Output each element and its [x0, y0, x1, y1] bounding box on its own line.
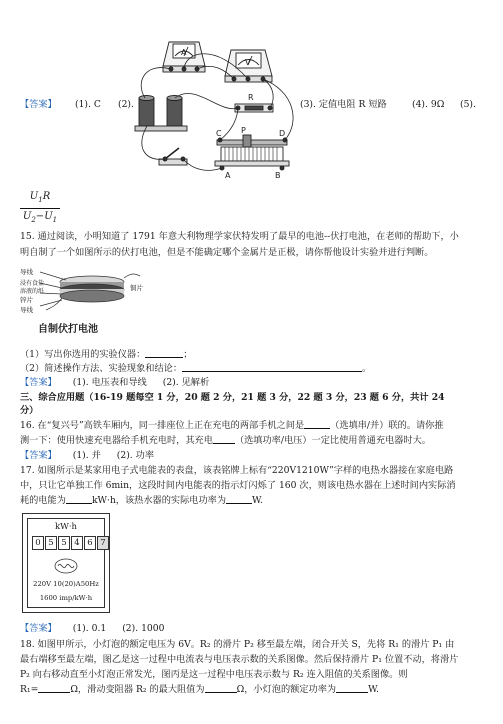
answer-1-part-1: (1). C — [75, 99, 101, 110]
q18-line-3: P₂ 向右移动直至小灯泡正常发光，图丙是这一过程中电压表示数与 R₂ 连入阻值的关系图像。则 — [20, 669, 408, 680]
meter-imp: 1600 imp/kW·h — [39, 594, 93, 602]
label-copper: 铜片 — [130, 284, 143, 292]
q15-line-2: 明自制了一个如图所示的伏打电池，但是不能确定哪个金属片是正极，请你帮他设计实验并进行判断。 — [20, 247, 434, 258]
resistor-label: R — [248, 93, 254, 102]
q15-line-1: 15. 通过阅读，小明知道了 1791 年意大利物理学家伏特发明了最早的电池--伏打电池，在老师的帮助下，小 — [20, 231, 459, 242]
resistor — [235, 104, 273, 112]
q15-sub-1: （1）写出你选用的实验仪器： ； — [20, 349, 193, 360]
meter-digit: 6 — [84, 536, 96, 550]
answer-1-part-5: (5). — [460, 99, 476, 110]
q15-sub-2: （2）简述操作方法、实验现象和结论： 。 — [20, 363, 372, 374]
label-wire-bottom: 导线 — [20, 306, 33, 314]
rheostat-label-c: C — [216, 129, 222, 138]
rheostat-label-p: P — [241, 126, 246, 135]
meter-digit: 0 — [32, 536, 44, 550]
meter-spec: 220V 10(20)A50Hz — [33, 580, 99, 588]
meter-unit: kW·h — [54, 522, 78, 532]
meter-digit: 5 — [45, 536, 57, 550]
answer-block-1 — [20, 98, 57, 111]
q17-answer: 【答案】 (1). 0.1 (2). 1000 — [20, 623, 165, 634]
q16-answer: 【答案】 (1). 并 (2). 功率 — [20, 450, 155, 461]
rheostat — [215, 135, 289, 170]
rheostat-label-a: A — [225, 171, 231, 180]
voltaic-cell-drawing — [20, 266, 150, 338]
ammeter-label: A — [181, 48, 187, 57]
formula-fraction: $U_1R$ $U_2-U_1$ — [20, 190, 60, 227]
energy-meter — [22, 513, 110, 613]
label-wire-top: 导线 — [20, 268, 33, 276]
q16-blank-1 — [304, 428, 330, 429]
meter-digit: 5 — [58, 536, 70, 550]
q18-line-1: 18. 如图甲所示，小灯泡的额定电压为 6V。R₂ 的滑片 P₂ 移至最左端，闭合开关 S，先将 R₁ 的滑片 P₁ 由 — [20, 639, 455, 650]
q17-line-3: 耗的电能为 kW·h，该热水器的实际电功率为 W. — [20, 495, 263, 506]
q17-line-2: 中，只让它单独工作 6min，这段时间内电能表的指示灯闪烁了 160 次，则该电热水器在上述时间内实际消 — [20, 480, 456, 491]
section-3-title: 三、综合应用题（16-19 题每空 1 分，20 题 2 分，21 题 3 分，22 题 3 分，23 题 6 分，共计 24 — [20, 392, 445, 403]
answer-1-part-2: (2). — [118, 99, 134, 110]
q18-line-4: R₁= Ω，滑动变阻器 R₂ 的最大阻值为 Ω，小灯泡的额定功率为 W. — [20, 684, 379, 695]
label-salt-2: 溶液的纸 — [20, 288, 45, 295]
figure-caption: 自制伏打电池 — [38, 324, 98, 335]
label-zinc: 锌片 — [20, 296, 33, 304]
voltaic-cell-figure — [20, 266, 150, 338]
meter-indicator-lamp — [53, 556, 79, 576]
q18-blank-2 — [205, 692, 237, 693]
switch — [159, 148, 187, 165]
meter-digit: 7 — [97, 536, 109, 550]
q16-line-1: 16. 在“复兴号”高铁车厢内，同一排座位上正在充电的两部手机之间是 （选填串/并）联的。请你推 — [20, 420, 444, 431]
voltmeter-label: V — [245, 58, 251, 67]
answer-1-part-3: (3). 定值电阻 R 短路 — [300, 99, 387, 110]
label-salt-1: 浸有食盐 — [20, 280, 45, 287]
section-3-title-end: 分） — [20, 405, 39, 416]
meter-digits — [32, 536, 109, 550]
q15-answer: 【答案】 (1). 电压表和导线 (2). 见解析 — [20, 377, 210, 388]
q17-blank-2 — [226, 503, 252, 504]
battery-pack — [135, 96, 187, 132]
rheostat-label-d: D — [279, 129, 286, 138]
rheostat-label-b: B — [275, 171, 281, 180]
q18-line-2: 最右端移至最左端，图乙是这一过程中电流表与电压表示数的关系图像。然后保持滑片 P₁ 位置不动，将滑片 — [20, 654, 459, 665]
q17-blank-1 — [66, 503, 92, 504]
q18-blank-1 — [38, 692, 70, 693]
q15-blank-1 — [145, 357, 183, 358]
q16-line-2: 测一下：使用快速充电器给手机充电时，其充电 （选填功率/电压）一定比使用普通充电器时大。 — [20, 435, 431, 446]
q17-line-1: 17. 如图所示是某家用电子式电能表的表盘，该表铭牌上标有“220V1210W”字样的电热水器接在家庭电路 — [20, 465, 454, 476]
circuit-diagram — [125, 22, 325, 184]
answer-1-part-4: (4). 9Ω — [412, 99, 445, 110]
q16-blank-2 — [213, 443, 235, 444]
q18-blank-3 — [336, 692, 368, 693]
meter-digit: 4 — [71, 536, 83, 550]
q15-blank-2 — [182, 371, 362, 372]
answer-tag: 【答案】 — [20, 99, 57, 110]
